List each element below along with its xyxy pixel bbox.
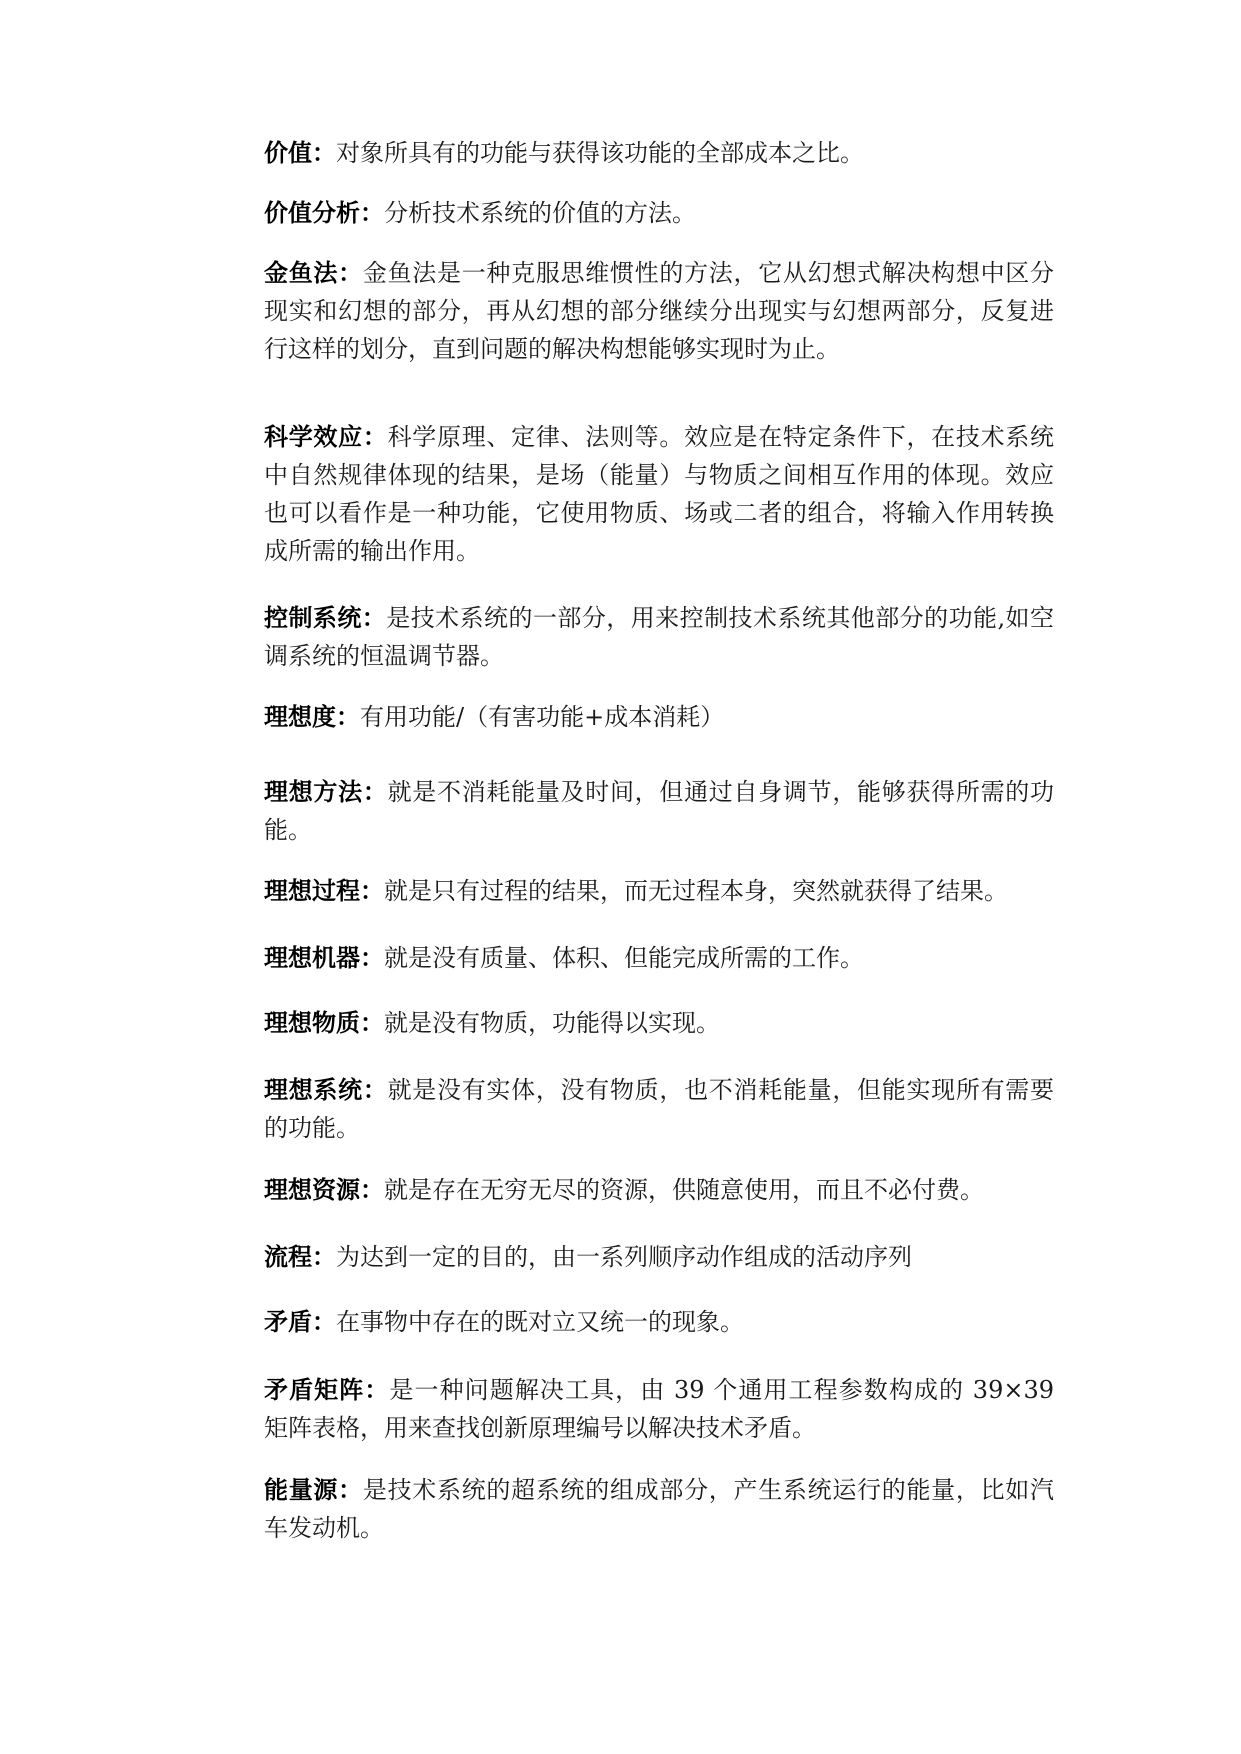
term-separator: ： (362, 1076, 388, 1104)
term-separator: ： (362, 423, 388, 451)
term: 理想系统 (264, 1076, 363, 1104)
definition: 就是没有质量、体积、但能完成所需的工作。 (384, 944, 864, 972)
term-separator: ： (360, 199, 384, 227)
term: 矛盾矩阵 (264, 1376, 365, 1404)
definition: 金鱼法是一种克服思维惯性的方法，它从幻想式解决构想中区分现实和幻想的部分，再从幻想的部分继续分出现实与幻想两部分，反复进行这样的划分，直到问题的解决构想能够实现时为止。 (264, 259, 1055, 363)
term: 理想方法 (264, 778, 363, 806)
term-separator: ： (361, 604, 387, 632)
definition: 对象所具有的功能与获得该功能的全部成本之比。 (336, 139, 864, 167)
term: 矛盾 (264, 1308, 312, 1336)
term: 控制系统 (264, 604, 362, 632)
glossary-entry-contradiction (264, 1303, 1054, 1341)
term: 理想机器 (264, 944, 360, 972)
glossary-entry-ideal-resources (264, 1171, 1054, 1209)
term: 价值 (264, 139, 312, 167)
term: 理想度 (264, 703, 336, 731)
glossary-entry-ideal-system (264, 1071, 1054, 1147)
definition: 就是没有物质，功能得以实现。 (384, 1009, 720, 1037)
definition: 是技术系统的一部分，用来控制技术系统其他部分的功能,如空调系统的恒温调节器。 (264, 604, 1054, 670)
glossary-entry-ideality (264, 698, 1054, 736)
definition: 是技术系统的超系统的组成部分，产生系统运行的能量，比如汽车发动机。 (264, 1476, 1055, 1542)
glossary-entry-energy-source (264, 1471, 1054, 1547)
term-separator: ： (312, 139, 336, 167)
definition: 就是存在无穷无尽的资源，供随意使用，而且不必付费。 (384, 1176, 984, 1204)
glossary-entry-goldfish-method (264, 254, 1054, 368)
definition: 就是没有实体，没有物质，也不消耗能量，但能实现所有需要的功能。 (264, 1076, 1055, 1142)
glossary-entry-scientific-effect (264, 418, 1054, 570)
term-separator: ： (338, 259, 363, 287)
definition: 在事物中存在的既对立又统一的现象。 (336, 1308, 744, 1336)
glossary-entry-value-analysis (264, 194, 1054, 232)
term-separator: ： (360, 944, 384, 972)
term-separator: ： (360, 1176, 384, 1204)
glossary-entry-ideal-substance (264, 1004, 1054, 1042)
term: 理想过程 (264, 877, 360, 905)
definition: 有用功能/（有害功能+成本消耗） (360, 703, 725, 731)
glossary-entry-control-system (264, 599, 1054, 675)
glossary-entry-ideal-method (264, 773, 1054, 849)
glossary-entry-process-flow (264, 1238, 1054, 1276)
term: 流程 (264, 1243, 312, 1271)
definition: 为达到一定的目的，由一系列顺序动作组成的活动序列 (336, 1243, 912, 1271)
term: 科学效应 (264, 423, 363, 451)
term-separator: ： (360, 877, 384, 905)
term: 理想资源 (264, 1176, 360, 1204)
term: 能量源 (264, 1476, 339, 1504)
term-separator: ： (336, 703, 360, 731)
glossary-entry-ideal-machine (264, 939, 1054, 977)
term-separator: ： (312, 1308, 336, 1336)
term-separator: ： (364, 1376, 390, 1404)
term: 价值分析 (264, 199, 360, 227)
definition: 是一种问题解决工具，由 39 个通用工程参数构成的 39×39 矩阵表格，用来查找创新原理编号以解决技术矛盾。 (264, 1376, 1054, 1442)
glossary-entry-ideal-process (264, 872, 1054, 910)
glossary-entry-contradiction-matrix (264, 1371, 1054, 1447)
term: 理想物质 (264, 1009, 360, 1037)
definition: 分析技术系统的价值的方法。 (384, 199, 696, 227)
term-separator: ： (312, 1243, 336, 1271)
glossary-entry-value (264, 134, 1054, 172)
definition: 就是不消耗能量及时间，但通过自身调节，能够获得所需的功能。 (264, 778, 1055, 844)
term-separator: ： (362, 778, 388, 806)
term: 金鱼法 (264, 259, 339, 287)
definition: 就是只有过程的结果，而无过程本身，突然就获得了结果。 (384, 877, 1008, 905)
definition: 科学原理、定律、法则等。效应是在特定条件下，在技术系统中自然规律体现的结果，是场（能量）与物质之间相互作用的体现。效应也可以看作是一种功能，它使用物质、场或二者的组合，将输入作用转换成所需的输出作用。 (264, 423, 1055, 565)
term-separator: ： (360, 1009, 384, 1037)
term-separator: ： (338, 1476, 363, 1504)
